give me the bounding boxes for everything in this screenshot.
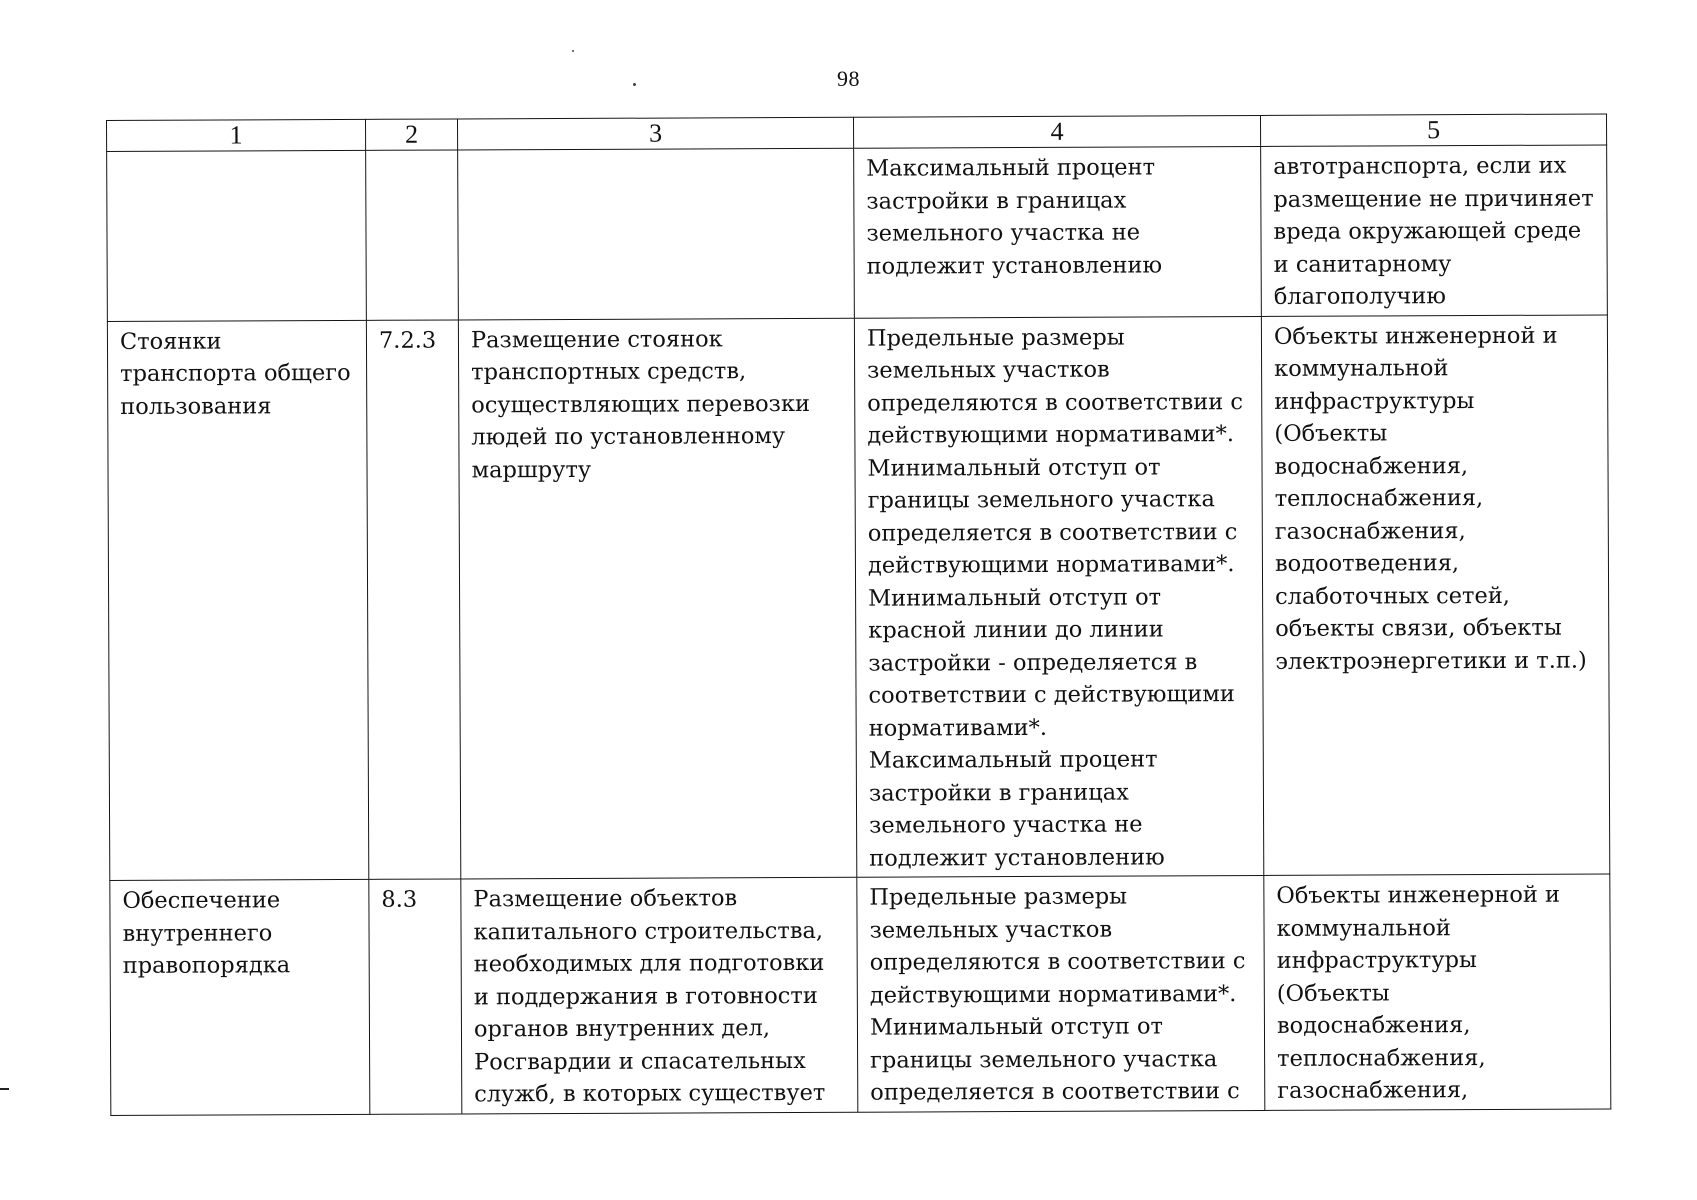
cell-name	[110, 879, 370, 1115]
cell-auxiliary-text: Объекты инженерной и коммунальной инфраструктуры (Объекты водоснабжения, теплоснабжения, газоснабжения, водоотведения, слаботочных сетей, объекты связи, объекты электроэнергетики и т.п.)	[1273, 322, 1587, 675]
scan-speck	[572, 50, 574, 52]
cell-parameters-text: Максимальный процент застройки в границах земельного участка не подлежит установлению	[866, 154, 1163, 280]
cell-name	[107, 320, 368, 881]
cell-parameters	[854, 316, 1263, 877]
cell-description-text	[470, 153, 843, 155]
column-header-4: 4	[853, 115, 1260, 148]
table-body	[107, 145, 1611, 1115]
cell-parameters-text: Предельные размеры земельных участков определяются в соответствии с действующими нормативами*. Минимальный отступ от границы земельного участка определяется в соответствии с	[869, 883, 1246, 1106]
cell-name-text: Стоянки транспорта общего пользования	[119, 327, 351, 420]
column-header-1: 1	[107, 119, 366, 151]
cell-code-text: 8.3	[381, 886, 418, 913]
cell-code-text: 7.2.3	[378, 327, 437, 354]
land-use-table	[106, 113, 1611, 1115]
cell-auxiliary	[1264, 874, 1611, 1110]
column-header-2: 2	[365, 119, 457, 150]
column-header-5: 5	[1260, 114, 1606, 147]
cell-description	[461, 877, 858, 1113]
cell-name	[107, 150, 367, 321]
cell-parameters	[854, 146, 1262, 317]
table-row	[110, 874, 1611, 1115]
table-row	[107, 145, 1608, 321]
cell-description-text: Размещение объектов капитального строительства, необходимых для подготовки и поддержания в готовности органов внутренних дел, Росгвардии и спасательных служб, в которых существует	[473, 885, 826, 1108]
cell-name-text: Обеспечение внутреннего правопорядка	[122, 887, 291, 979]
cell-parameters-text: Предельные размеры земельных участков определяются в соответствии с действующими нормативами*. Минимальный отступ от границы земельного участка определяется в соответствии с действующими нормативами*. Минимальный отступ от красной линии до линии застройки - определяется в соответствии с действующими нормативами*. Максимальный процент застройки в границах земельного участка не подлежит установлению	[866, 324, 1244, 872]
page-number: 98	[837, 66, 860, 91]
column-header-3: 3	[457, 117, 853, 150]
cell-code	[366, 319, 460, 879]
table-row	[107, 314, 1609, 880]
cell-description	[458, 318, 856, 879]
scan-speck	[633, 83, 636, 86]
cell-auxiliary	[1261, 314, 1609, 875]
cell-name-text	[119, 155, 355, 156]
cell-auxiliary-text: автотранспорта, если их размещение не причиняет вреда окружающей среде и санитарному благополучию	[1273, 152, 1594, 310]
scan-mark	[0, 1088, 9, 1090]
cell-auxiliary-text: Объекты инженерной и коммунальной инфраструктуры (Объекты водоснабжения, теплоснабжения, газоснабжения,	[1276, 881, 1561, 1104]
cell-code	[369, 879, 462, 1114]
cell-description	[458, 148, 855, 319]
cell-auxiliary	[1261, 145, 1608, 316]
cell-parameters	[857, 875, 1265, 1111]
cell-code	[366, 150, 459, 320]
cell-description-text: Размещение стоянок транспортных средств, осуществляющих перевозки людей по установленному маршруту	[470, 325, 811, 483]
